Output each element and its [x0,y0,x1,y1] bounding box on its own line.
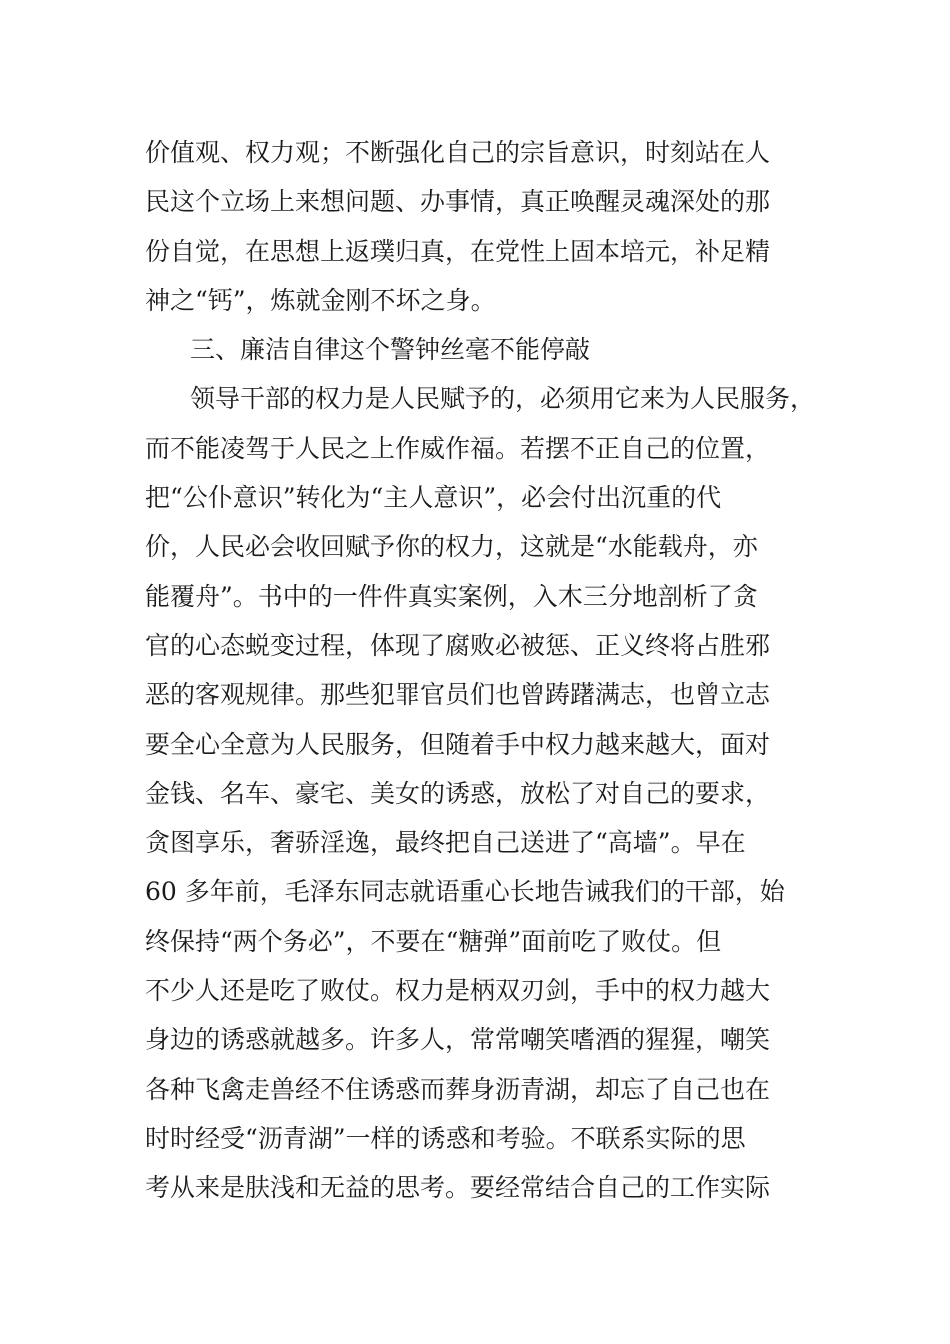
text-line: 价，人民必会收回赋予你的权力，这就是“水能载舟，亦 [145,532,758,562]
text-line: 而不能凌驾于人民之上作威作福。若摆不正自己的位置， [145,433,771,463]
text-line: 各种飞禽走兽经不住诱惑而葬身沥青湖，却忘了自己也在 [145,1074,771,1104]
text-line: 60 多年前，毛泽东同志就语重心长地告诫我们的干部，始 [145,877,785,907]
text-line: 神之“钙”，炼就金刚不坏之身。 [145,285,496,315]
text-line: 考从来是肤浅和无益的思考。要经常结合自己的工作实际 [145,1173,771,1203]
text-line: 终保持“两个务必”，不要在“糖弹”面前吃了败仗。但 [145,926,722,956]
text-line: 官的心态蜕变过程，体现了腐败必被惩、正义终将占胜邪 [145,630,771,660]
text-line: 把“公仆意识”转化为“主人意识”，必会付出沉重的代 [145,483,722,513]
text-line: 贪图享乐，奢骄淫逸，最终把自己送进了“高墙”。早在 [145,828,746,858]
text-line: 时时经受“沥青湖”一样的诱惑和考验。不联系实际的思 [145,1123,746,1153]
text-line: 恶的客观规律。那些犯罪官员们也曾踌躇满志，也曾立志 [145,680,771,710]
section-heading: 三、廉洁自律这个警钟丝毫不能停敲 [190,335,591,365]
body-text [145,128,825,1213]
text-line: 份自觉，在思想上返璞归真，在党性上固本培元，补足精 [145,236,771,266]
text-line: 能覆舟”。书中的一件件真实案例，入木三分地剖析了贪 [145,581,758,611]
text-line: 要全心全意为人民服务，但随着手中权力越来越大，面对 [145,729,771,759]
text-line: 不少人还是吃了败仗。权力是柄双刃剑，手中的权力越大 [145,976,771,1006]
text-line: 身边的诱惑就越多。许多人，常常嘲笑嗜酒的猩猩，嘲笑 [145,1025,771,1055]
text-line: 金钱、名车、豪宅、美女的诱惑，放松了对自己的要求， [145,778,771,808]
text-line: 民这个立场上来想问题、办事情，真正唤醒灵魂深处的那 [145,187,771,217]
text-line: 领导干部的权力是人民赋予的，必须用它来为人民服务， [190,384,816,414]
text-line: 价值观、权力观；不断强化自己的宗旨意识，时刻站在人 [145,138,771,167]
